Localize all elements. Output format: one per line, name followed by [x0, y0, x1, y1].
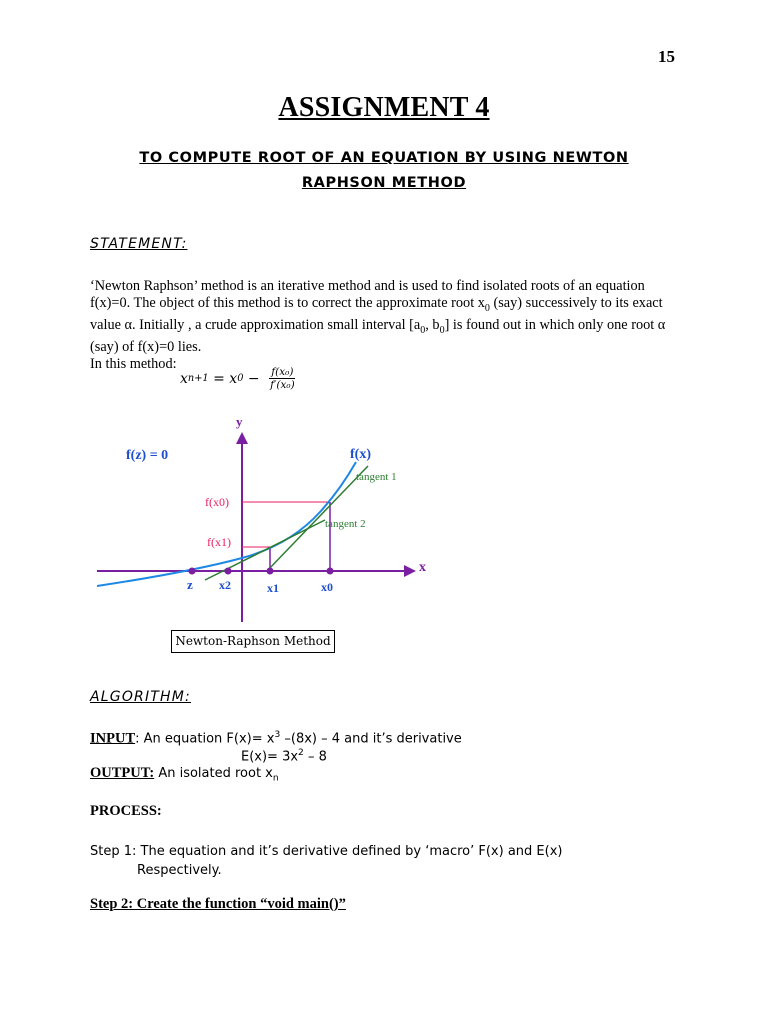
fx0-label: f(x0)	[205, 495, 229, 509]
subtitle-line-1: TO COMPUTE ROOT OF AN EQUATION BY USING NEWTON	[139, 150, 629, 166]
derivative-text: E(x)= 3x	[241, 749, 299, 765]
fx-label: f(x)	[350, 447, 371, 462]
x1-label: x1	[267, 581, 279, 595]
formula-minus: −	[243, 370, 265, 387]
subtitle-line-2: RAPHSON METHOD	[301, 175, 467, 191]
output-sub: n	[272, 773, 279, 784]
algorithm-heading: ALGORITHM:	[90, 689, 191, 705]
output-text: An isolated root x	[154, 766, 273, 781]
formula-lhs-sub: n+1	[187, 373, 209, 384]
formula-lhs: x	[180, 370, 188, 387]
x2-label: x2	[219, 578, 231, 592]
point-x0	[327, 568, 334, 575]
x-axis-label: x	[419, 560, 426, 575]
step-1-line-1: Step 1: The equation and it’s derivative defined by ‘macro’ F(x) and E(x)	[90, 844, 563, 859]
point-z	[189, 568, 196, 575]
z-label: z	[187, 577, 193, 592]
statement-heading: STATEMENT:	[90, 236, 188, 252]
step-2: Step 2: Create the function “void main()”	[90, 896, 346, 912]
subscript: 0	[420, 324, 426, 336]
process-label: PROCESS:	[90, 803, 162, 819]
input-text-2: –(8x) – 4 and it’s derivative	[280, 731, 462, 747]
tangent-2-label: tangent 2	[325, 518, 366, 530]
derivative-text-2: – 8	[303, 749, 327, 765]
statement-line: (say) of f(x)=0 lies.	[90, 339, 202, 356]
formula-numerator: f(x₀)	[271, 366, 294, 378]
input-line	[90, 730, 462, 747]
input-label: INPUT	[90, 730, 136, 747]
page-title: ASSIGNMENT 4	[278, 92, 490, 123]
formula-rhs: = x	[208, 370, 238, 387]
y-axis-arrow-icon	[236, 432, 248, 444]
derivative-line	[241, 748, 327, 764]
tangent-1-label: tangent 1	[356, 471, 397, 483]
fx1-label: f(x1)	[207, 535, 231, 549]
subscript: 0	[439, 324, 445, 336]
output-label: OUTPUT:	[90, 765, 155, 781]
statement-line: In this method:	[90, 355, 177, 372]
page-number: 15	[658, 47, 675, 66]
eq-label: f(z) = 0	[126, 448, 169, 463]
text: (say) successively to its exact	[489, 294, 663, 311]
input-text: : An equation F(x)= x	[135, 731, 275, 747]
step-1-line-2: Respectively.	[137, 863, 222, 878]
point-x1	[267, 568, 274, 575]
input-sup: 3	[274, 730, 281, 740]
formula-denominator: f′(x₀)	[270, 379, 295, 391]
text: value α. Initially , a crude approximation small interval [a	[90, 316, 421, 333]
x0-label: x0	[321, 580, 333, 594]
derivative-sup: 2	[298, 748, 304, 758]
statement-line: ‘Newton Raphson’ method is an iterative method and is used to find isolated roots of an equation	[90, 278, 645, 294]
y-axis-label: y	[236, 414, 243, 429]
x-axis-arrow-icon	[404, 565, 416, 577]
text: f(x)=0. The object of this method is to correct the approximate root x	[90, 294, 485, 311]
diagram-caption: Newton-Raphson Method	[171, 630, 335, 653]
subscript: 0	[484, 302, 490, 314]
output-line	[90, 765, 279, 784]
text: , b	[425, 316, 440, 333]
formula-rhs-sub: 0	[237, 373, 244, 384]
point-x2	[225, 568, 232, 575]
step-1	[90, 842, 562, 880]
text: ] is found out in which only one root α	[444, 316, 666, 333]
